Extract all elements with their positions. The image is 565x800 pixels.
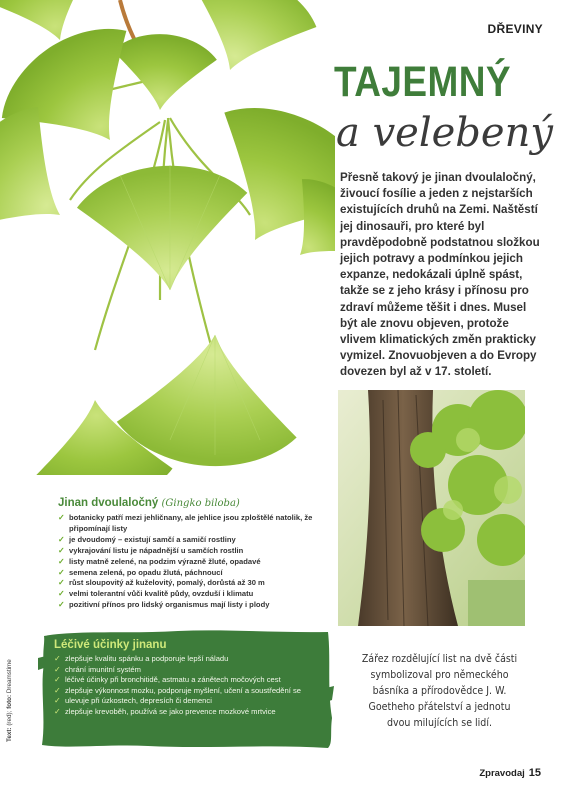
list-item: ✓ semena zelená, po opadu žlutá, páchnoucí (58, 567, 223, 577)
check-icon: ✓ (58, 589, 65, 599)
healing-box-list (54, 654, 326, 718)
check-icon: ✓ (58, 578, 65, 588)
check-icon: ✓ (54, 654, 61, 663)
check-icon: ✓ (58, 534, 65, 544)
info-box-title (58, 497, 328, 509)
healing-box-title: Léčivé účinky jinanu (54, 639, 167, 651)
check-icon: ✓ (54, 675, 61, 685)
list-item: ✓ listy matně zelené, na podzim výrazně žluté, opadavé (58, 556, 261, 566)
check-icon: ✓ (54, 706, 61, 716)
list-item: ✓ vykrajování listu je nápadnější u samčích rostlin (58, 545, 244, 555)
credit-line: Text: (red); foto: Dreamstime (6, 659, 13, 742)
list-item: ✓ chrání imunitní systém (54, 664, 141, 674)
healing-effects-box (38, 628, 334, 750)
page-footer (479, 767, 541, 779)
list-item: ✓ pozitivní přínos pro lidský organismus mají listy i plody (58, 600, 270, 610)
check-icon: ✓ (58, 513, 65, 522)
check-icon: ✓ (54, 685, 61, 695)
check-icon: ✓ (58, 600, 65, 610)
info-box-common-name: Jinan dvoulaločný (58, 497, 159, 509)
info-box-list (58, 513, 328, 611)
photo-caption: Zářez rozdělující list na dvě části symbolizoval pro německého básníka a přírodovědce J. W. Goetheho přátelství a jednotu dvou milujících se lidí. (361, 653, 518, 729)
list-item: ✓ zlepšuje krevoběh, používá se jako prevence mozkové mrtvice (54, 706, 276, 716)
check-icon: ✓ (58, 556, 65, 566)
magazine-name: Zpravodaj (479, 768, 525, 779)
list-item: ✓ je dvoudomý – existují samčí a samičí rostliny (58, 534, 236, 544)
check-icon: ✓ (58, 545, 65, 555)
intro-paragraph: Přesně takový je jinan dvoulaločný, živoucí fosílie a jeden z nejstarších existujících druhů na Zemi. Naštěstí jej dinosauři, pro které byl pravděpodobně podstatnou složkou jejich potravy a podmínkou jejich expanze, nedokázali úplně spást, takže se z jeho krásy i přínosu pro zdraví můžeme těšit i dnes. Musel být ale znovu objeven, protože vlivem klimatických změn prakticky vymizel. Znovuobjeven a do Evropy dovezen byl až v 17. století. (340, 171, 540, 379)
species-info-box (58, 497, 328, 611)
ginkgo-leaves-illustration (0, 0, 335, 475)
check-icon: ✓ (54, 664, 61, 674)
check-icon: ✓ (54, 696, 61, 706)
page-title: TAJEMNÝ (334, 58, 511, 106)
list-item: ✓ léčivé účinky při bronchitidě, astmatu a zánětech močových cest (54, 675, 281, 685)
check-icon: ✓ (58, 567, 65, 577)
list-item: ✓ zlepšuje výkonnost mozku, podporuje myšlení, učení a soustředění se (54, 685, 301, 695)
section-tag: DŘEVINY (487, 22, 543, 36)
page-number: 15 (528, 767, 541, 779)
info-box-latin-name: (Gingko biloba) (161, 498, 240, 509)
list-item: ✓ botanicky patří mezi jehličnany, ale jehlice jsou zploštělé natolik, že připomínají listy (58, 513, 313, 533)
list-item: ✓ ulevuje při úzkostech, depresích či demenci (54, 696, 212, 706)
tree-trunk-photo (338, 390, 525, 626)
list-item: ✓ velmi tolerantní vůči kvalitě půdy, ovzduší i klimatu (58, 589, 254, 599)
list-item: ✓ zlepšuje kvalitu spánku a podporuje lepší náladu (54, 654, 229, 663)
page-subtitle: a velebený (336, 110, 553, 156)
list-item: ✓ růst sloupovitý až kuželovitý, pomalý, dorůstá až 30 m (58, 578, 265, 588)
